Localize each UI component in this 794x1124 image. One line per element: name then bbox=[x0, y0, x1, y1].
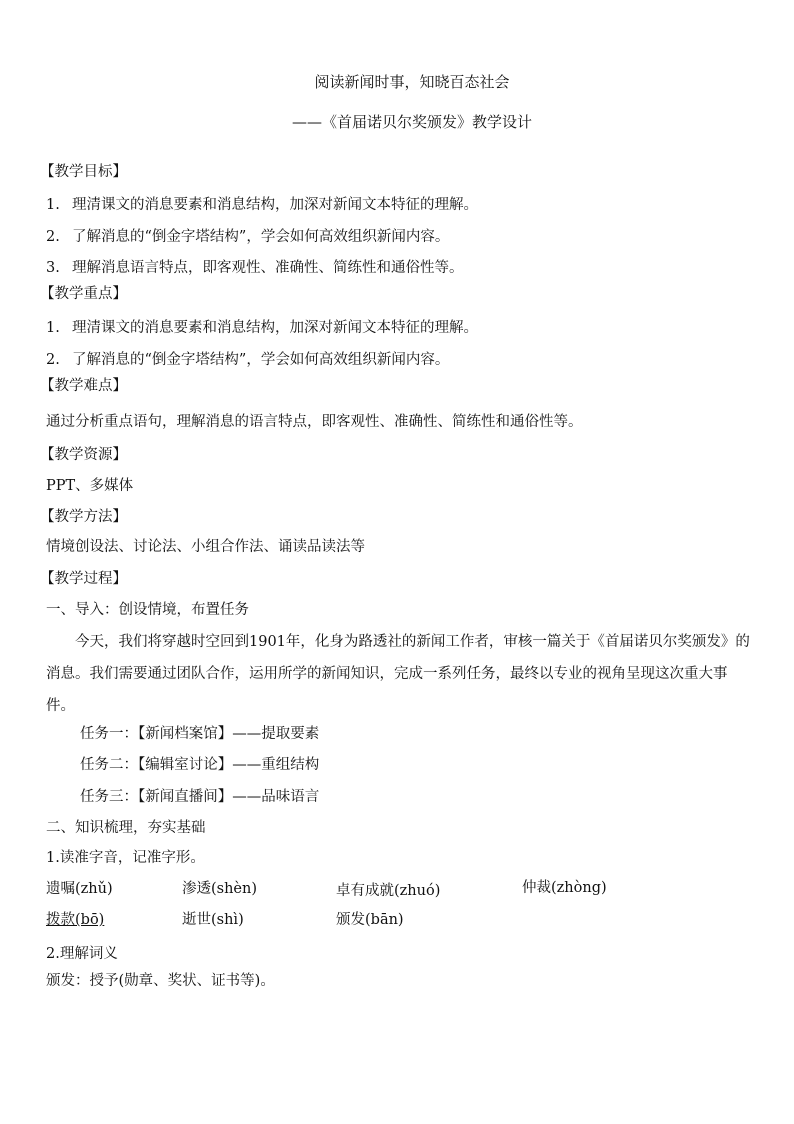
definition-text: 颁发：授予(勋章、奖状、证书等)。 bbox=[46, 973, 275, 989]
section-heading-key-points: 【教学重点】 bbox=[40, 286, 127, 302]
pronunciation-heading: 1.读准字音，记准字形。 bbox=[46, 850, 205, 866]
key-point-item bbox=[46, 318, 478, 338]
process-part1-heading: 一、导入：创设情境，布置任务 bbox=[46, 602, 249, 618]
key-point-text: 理清课文的消息要素和消息结构，加深对新闻文本特征的理解。 bbox=[72, 320, 478, 336]
goal-item bbox=[46, 195, 478, 215]
word-entry: 逝世(shì) bbox=[182, 912, 244, 928]
goal-number: 3. bbox=[46, 260, 60, 276]
goal-text: 理解消息语言特点，即客观性、准确性、简练性和通俗性等。 bbox=[72, 260, 464, 276]
key-point-number: 2. bbox=[46, 352, 60, 368]
goal-item bbox=[46, 258, 464, 278]
word-entry: 渗透(shèn) bbox=[182, 881, 258, 897]
word-entry: 卓有成就(zhuó) bbox=[336, 883, 441, 899]
page-subtitle: ——《首届诺贝尔奖颁发》教学设计 bbox=[291, 113, 532, 131]
intro-paragraph: 今天，我们将穿越时空回到1901年，化身为路透社的新闻工作者，审核一篇关于《首届诺贝尔奖颁发》的消息。我们需要通过团队合作，运用所学的新闻知识，完成一系列任务，最终以专业的视角呈现这次重大事件。 bbox=[46, 634, 750, 714]
goal-number: 1. bbox=[46, 197, 60, 213]
task-item: 任务二：【编辑室讨论】——重组结构 bbox=[80, 757, 320, 773]
section-heading-methods: 【教学方法】 bbox=[40, 509, 127, 525]
goal-text: 理清课文的消息要素和消息结构，加深对新闻文本特征的理解。 bbox=[72, 197, 478, 213]
key-point-item bbox=[46, 350, 449, 370]
goal-number: 2. bbox=[46, 229, 60, 245]
key-point-text: 了解消息的“倒金字塔结构”，学会如何高效组织新闻内容。 bbox=[72, 352, 450, 368]
task-item: 任务一：【新闻档案馆】——提取要素 bbox=[80, 726, 320, 742]
section-heading-resources: 【教学资源】 bbox=[40, 447, 127, 463]
section-heading-goals: 【教学目标】 bbox=[40, 164, 127, 180]
resources-text: PPT、多媒体 bbox=[46, 478, 134, 494]
section-heading-process: 【教学过程】 bbox=[40, 571, 127, 587]
section-heading-difficulties: 【教学难点】 bbox=[40, 378, 127, 394]
page-title: 阅读新闻时事，知晓百态社会 bbox=[314, 73, 510, 91]
process-part2-heading: 二、知识梳理，夯实基础 bbox=[46, 820, 206, 836]
methods-text: 情境创设法、讨论法、小组合作法、诵读品读法等 bbox=[46, 539, 365, 555]
vocabulary-heading: 2.理解词义 bbox=[46, 946, 118, 962]
goal-item bbox=[46, 227, 449, 247]
difficulties-text: 通过分析重点语句，理解消息的语言特点，即客观性、准确性、简练性和通俗性等。 bbox=[46, 414, 583, 430]
goal-text: 了解消息的“倒金字塔结构”，学会如何高效组织新闻内容。 bbox=[72, 229, 450, 245]
word-entry: 仲裁(zhòng) bbox=[522, 880, 607, 896]
task-item: 任务三：【新闻直播间】——品味语言 bbox=[80, 789, 320, 805]
word-entry: 拨款(bō) bbox=[46, 912, 105, 928]
word-entry: 遗嘱(zhǔ) bbox=[46, 881, 113, 897]
key-point-number: 1. bbox=[46, 320, 60, 336]
word-entry: 颁发(bān) bbox=[336, 912, 404, 928]
